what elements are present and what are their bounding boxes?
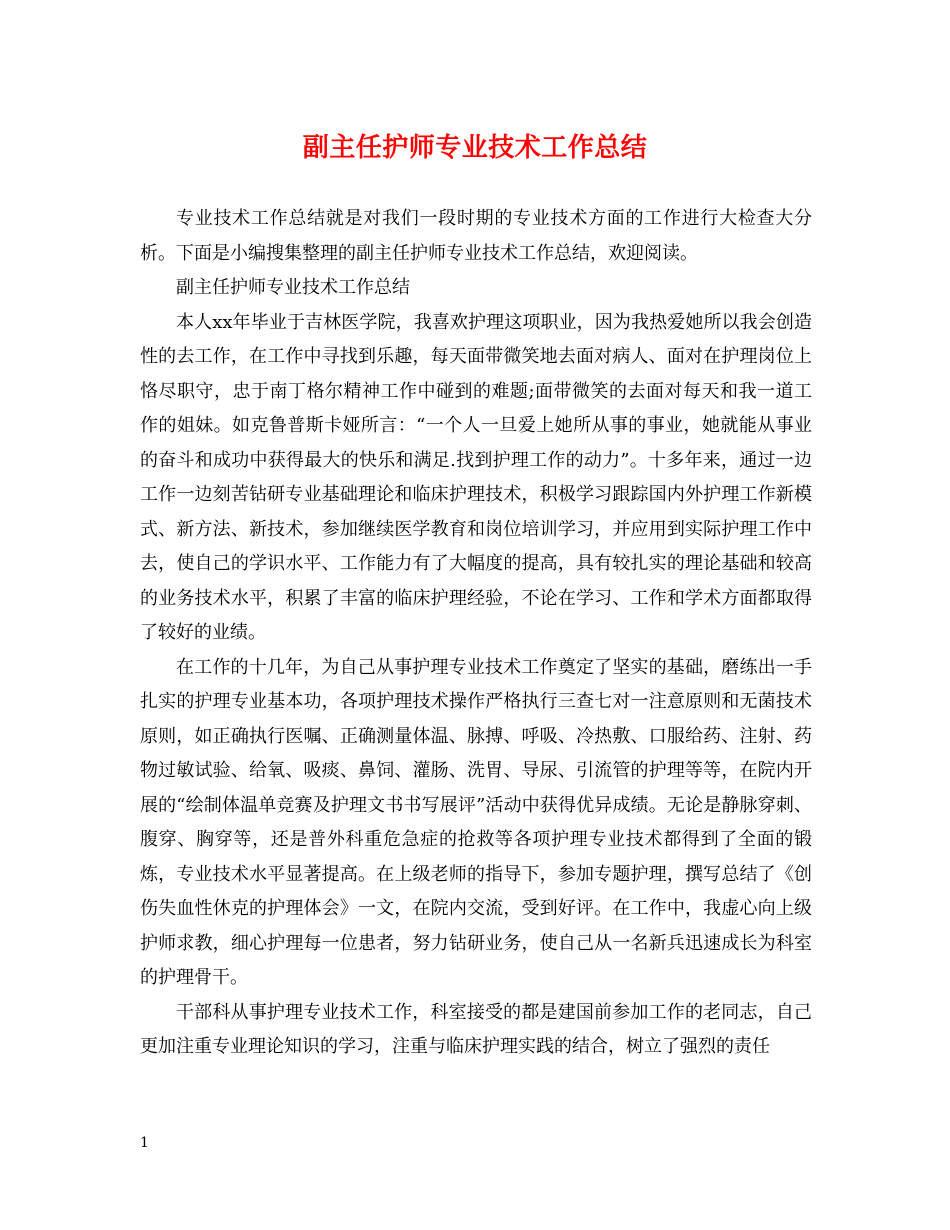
- document-title: 副主任护师专业技术工作总结: [302, 133, 648, 163]
- body-paragraph: 干部科从事护理专业技术工作，科室接受的都是建国前参加工作的老同志，自己更加注重专业理论知识的学习，注重与临床护理实践的结合，树立了强烈的责任: [140, 1001, 812, 1057]
- intro-paragraph: 专业技术工作总结就是对我们一段时期的专业技术方面的工作进行大检查大分析。下面是小编搜集整理的副主任护师专业技术工作总结，欢迎阅读。: [140, 208, 812, 264]
- section-heading: 副主任护师专业技术工作总结: [176, 277, 410, 298]
- body-paragraph: 本人xx年毕业于吉林医学院，我喜欢护理这项职业，因为我热爱她所以我会创造性的去工作，在工作中寻找到乐趣，每天面带微笑地去面对病人、面对在护理岗位上恪尽职守，忠于南丁格尔精神工作中碰到的难题;面带微笑的去面对每天和我一道工作的姐妹。如克鲁普斯卡娅所言：“一个人一旦爱上她所从事的事业，她就能从事业的奋斗和成功中获得最大的快乐和满足.找到护理工作的动力”。十多年来，通过一边工作一边刻苦钻研专业基础理论和临床护理技术，积极学习跟踪国内外护理工作新模式、新方法、新技术，参加继续医学教育和岗位培训学习，并应用到实际护理工作中去，使自己的学识水平、工作能力有了大幅度的提高，具有较扎实的理论基础和较高的业务技术水平，积累了丰富的临床护理经验，不论在学习、工作和学术方面都取得了较好的业绩。: [140, 311, 812, 643]
- document-body: [140, 202, 812, 1065]
- body-paragraph: 在工作的十几年，为自己从事护理专业技术工作奠定了坚实的基础，磨练出一手扎实的护理专业基本功，各项护理技术操作严格执行三查七对一注意原则和无菌技术原则，如正确执行医嘱、正确测量体温、脉搏、呼吸、冷热敷、口服给药、注射、药物过敏试验、给氧、吸痰、鼻饲、灌肠、洗胃、导尿、引流管的护理等等，在院内开展的“绘制体温单竞赛及护理文书书写展评”活动中获得优异成绩。无论是静脉穿刺、腹穿、胸穿等，还是普外科重危急症的抢救等各项护理专业技术都得到了全面的锻炼，专业技术水平显著提高。在上级老师的指导下，参加专题护理，撰写总结了《创伤失血性休克的护理体会》一文，在院内交流，受到好评。在工作中，我虚心向上级护师求教，细心护理每一位患者，努力钻研业务，使自己从一名新兵迅速成长为科室的护理骨干。: [140, 656, 812, 988]
- page-number: 1: [140, 1135, 149, 1151]
